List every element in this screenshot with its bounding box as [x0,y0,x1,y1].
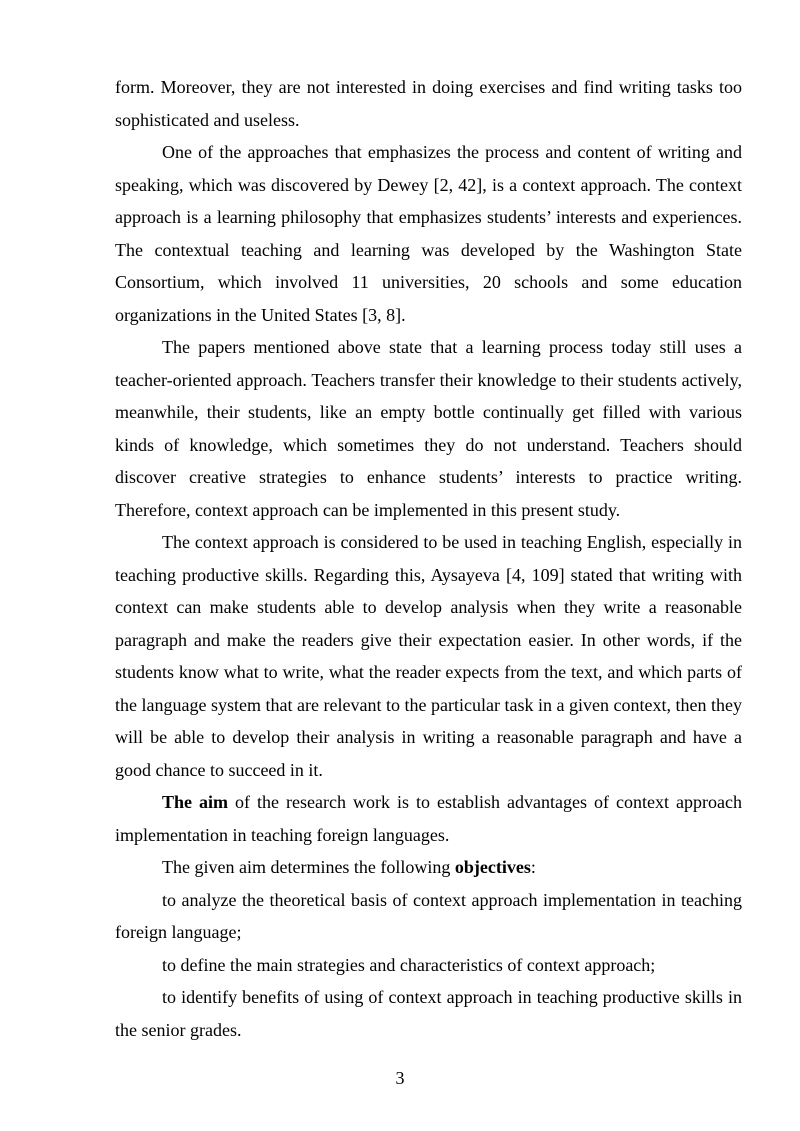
page-number: 3 [395,1068,405,1088]
objectives-intro-text: The given aim determines the following [162,857,455,877]
paragraph-productive-skills: The context approach is considered to be used in teaching English, especially in teaching productive skills. Regarding this, Aysayeva [4, 109] stated that writing with context can make students able to develop analysis when they write a reasonable paragraph and make the readers give their expectation easier. In other words, if the students know what to write, what the reader expects from the text, and which parts of the language system that are relevant to the particular task in a given context, then they will be able to develop their analysis in writing a reasonable paragraph and have a good chance to succeed in it. [115,532,742,780]
objective-item: to identify benefits of using of context approach in teaching productive skills in the senior grades. [115,987,742,1040]
paragraph-teacher-oriented: The papers mentioned above state that a learning process today still uses a teacher-oriented approach. Teachers transfer their knowledge to their students actively, meanwhile, their students, like an empty bottle continually get filled with various kinds of knowledge, which sometimes they do not understand. Teachers should discover creative strategies to enhance students’ interests to practice writing. Therefore, context approach can be implemented in this present study. [115,337,742,520]
objectives-colon: : [530,857,536,877]
aim-label: The aim [162,792,229,812]
objective-item: to analyze the theoretical basis of context approach implementation in teaching foreign language; [115,889,742,942]
objectives-label: objectives [454,857,531,877]
paragraph-continuation: form. Moreover, they are not interested in doing exercises and find writing tasks too sophisticated and useless. [115,77,742,130]
paragraph-context-approach-origin: One of the approaches that emphasizes the process and content of writing and speaking, which was discovered by Dewey [2, 42], is a context approach. The context approach is a learning philosophy that emphasizes students’ interests and experiences. The contextual teaching and learning was developed by the Washington State Consortium, which involved 11 universities, 20 schools and some education organizations in the United States [3, 8]. [115,142,742,325]
paragraph-objectives-intro [115,851,742,884]
aim-text: of the research work is to establish advantages of context approach implementation in teaching foreign languages. [115,792,742,845]
objective-item: to define the main strategies and characteristics of context approach; [162,954,656,975]
paragraph-aim [115,786,742,851]
document-body [115,71,742,1046]
